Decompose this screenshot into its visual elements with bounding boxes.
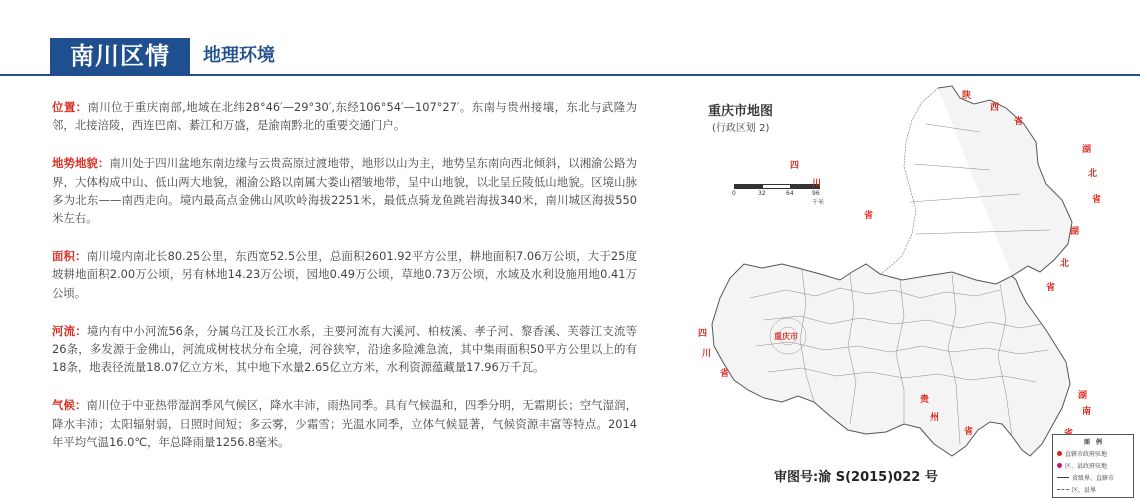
geography-content — [52, 98, 637, 471]
section-text: 南川境内南北长80.25公里，东西宽52.5公里，总面积2601.92平方公里，耕地面积7.06万公顷，大于25度坡耕地面积2.00万公顷，另有林地14.23万公顷，园地0.49万公顷，草地0.73万公顷，水域及水利设施用地0.41万公顷。 — [52, 249, 637, 300]
legend-item — [1057, 485, 1129, 494]
scale-label: 96 千米 — [812, 190, 825, 206]
map-subtitle: (行政区划 2) — [712, 123, 770, 134]
legend-title: 图 例 — [1083, 439, 1102, 446]
province-label: 州 — [930, 413, 940, 423]
section-label: 河流： — [52, 323, 87, 338]
capital-dot-icon — [1057, 451, 1062, 456]
section-terrain — [52, 154, 637, 227]
legend-label: 省级界、直辖市 — [1072, 475, 1115, 482]
map-scale-bar — [732, 184, 825, 206]
section-text: 南川位于中亚热带湿润季风气候区，降水丰沛，雨热同季。具有气候温和，四季分明，无霜期长；空气湿润，降水丰沛；太阳辐射弱，日照时间短；多云雾，少霜雪；光温水同季，立体气候显著，气候资源丰富等特点。2014年平均气温16.0℃，年总降雨量1256.8毫米。 — [52, 398, 637, 449]
province-border-icon — [1057, 477, 1069, 478]
province-label: 省 — [864, 211, 874, 221]
province-label: 陕 — [962, 91, 972, 101]
county-dot-icon — [1057, 463, 1062, 468]
section-text: 南川位于重庆南部,地域在北纬28°46′—29°30′,东经106°54′—107°27′。东南与贵州接壤，东北与武隆为邻，北接涪陵，西连巴南、綦江和万盛，是渝南黔北的重要交通门户。 — [52, 100, 637, 133]
province-label: 湖 — [1078, 391, 1088, 401]
section-text: 境内有中小河流56条，分属乌江及长江水系，主要河流有大溪河、柏枝溪、孝子河、黎香溪、芙蓉江支流等26条，多发源于金佛山，河流成树枝状分布全境，河谷狭窄，沿途多险滩急流，其中集雨面积50平方公里以上的有18条，地表径流量18.07亿立方米，其中地下水量2.65亿立方米，水利资源蕴藏量17.96万千瓦。 — [52, 323, 637, 375]
province-label: 西 — [990, 103, 1000, 113]
province-label: 川 — [812, 179, 822, 189]
legend-label: 区、县政府驻地 — [1065, 463, 1108, 470]
province-label: 四 — [790, 161, 800, 171]
legend-item — [1057, 473, 1129, 482]
province-label: 省 — [1014, 117, 1024, 127]
map-legend — [1052, 434, 1134, 498]
page-title: 南川区情 — [50, 38, 190, 74]
section-text: 南川处于四川盆地东南边缘与云贵高原过渡地带，地形以山为主，地势呈东南向西北倾斜，以湘渝公路为界，大体构成中山、低山两大地貌，湘渝公路以南属大娄山褶皱地带，呈中山地貌，以北呈丘陵低山地貌。区境山脉多为北东——南西走向。境内最高点金佛山风吹岭海拔2251米，最低点骑龙鱼跳岩海拔340米，南川城区海拔550米左右。 — [52, 156, 637, 226]
section-area — [52, 247, 637, 302]
section-label: 地势地貌： — [52, 156, 110, 171]
map-title: 重庆市地图 — [708, 104, 774, 119]
province-label: 省 — [1092, 195, 1102, 205]
legend-label: 直辖市政府驻地 — [1065, 451, 1108, 458]
county-border-icon — [1057, 489, 1069, 490]
province-label: 川 — [702, 349, 712, 359]
province-label: 湖 — [1082, 145, 1092, 155]
map-approval-number: 审图号:渝 S(2015)022 号 — [774, 470, 938, 485]
scale-label: 32 — [758, 190, 766, 197]
legend-label: 区、县界 — [1072, 487, 1097, 494]
legend-item — [1057, 461, 1129, 470]
scale-label: 64 — [786, 190, 794, 197]
section-location — [52, 98, 637, 134]
section-label: 位置： — [52, 100, 88, 114]
province-label: 省 — [1046, 283, 1056, 293]
section-rivers — [52, 322, 637, 377]
capital-label: 重庆市 — [774, 332, 798, 341]
header-divider — [0, 74, 1140, 76]
province-label: 北 — [1060, 259, 1070, 269]
page-header — [0, 0, 1140, 80]
province-label: 贵 — [920, 395, 930, 405]
province-label: 省 — [720, 369, 730, 379]
province-label: 省 — [964, 427, 974, 437]
scale-label: 0 — [732, 190, 736, 197]
chongqing-map — [690, 84, 1140, 500]
section-label: 气候： — [52, 398, 87, 413]
legend-item — [1057, 449, 1129, 458]
province-label: 南 — [1082, 407, 1092, 417]
province-label: 湖 — [1070, 227, 1080, 237]
page-subtitle: 地理环境 — [203, 45, 275, 66]
province-label: 北 — [1088, 169, 1098, 179]
section-label: 面积： — [52, 249, 87, 264]
province-label: 四 — [698, 329, 708, 339]
section-climate — [52, 396, 637, 451]
